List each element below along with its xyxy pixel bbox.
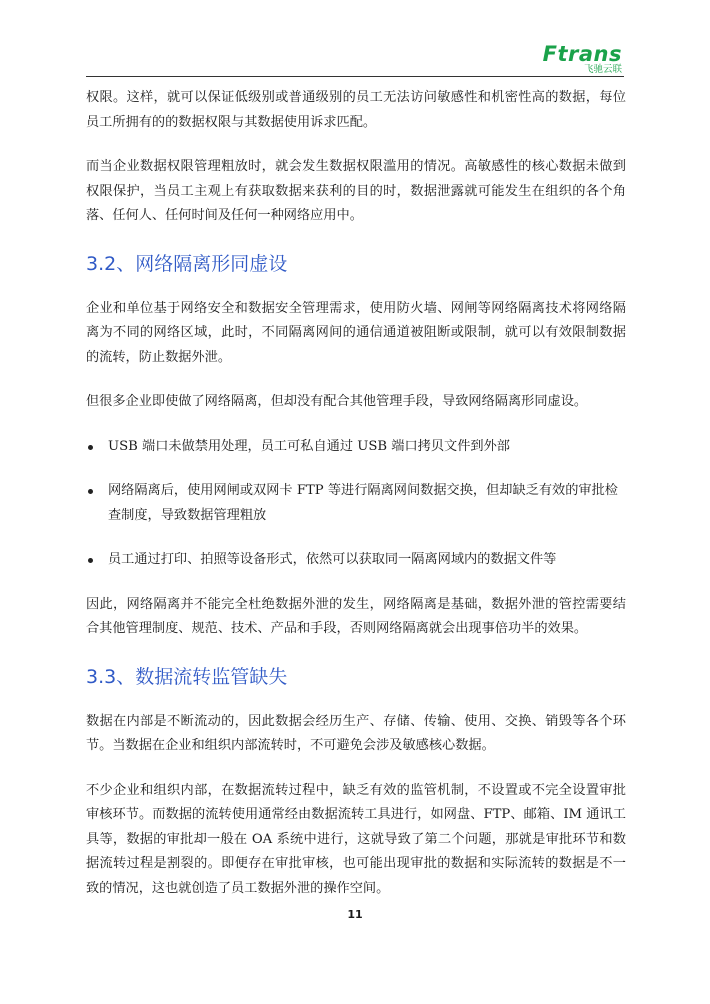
ftrans-logo — [543, 44, 622, 75]
paragraph: 不少企业和组织内部，在数据流转过程中，缺乏有效的监管机制，不设置或不完全设置审批审核环节。而数据的流转使用通常经由数据流转工具进行，如网盘、FTP、邮箱、IM 通讯工具等，数据的审批却一般在 OA 系统中进行，这就导致了第二个问题，那就是审批环节和数据流转过程是割裂的。即便存在审批审核，也可能出现审批的数据和实际流转的数据是不一致的情况，这也就创造了员工数据外泄的操作空间。 — [86, 782, 626, 896]
bullet-icon — [88, 445, 93, 450]
paragraph: 但很多企业即使做了网络隔离，但却没有配合其他管理手段，导致网络隔离形同虚设。 — [86, 394, 588, 409]
bullet-icon — [88, 558, 93, 563]
logo-subtitle: 飞驰云联 — [583, 64, 622, 75]
page-header — [86, 42, 624, 77]
list-item-text: USB 端口未做禁用处理，员工可私自通过 USB 端口拷贝文件到外部 — [108, 438, 510, 454]
bullet-list — [86, 435, 626, 573]
paragraph: 企业和单位基于网络安全和数据安全管理需求，使用防火墙、网闸等网络隔离技术将网络隔离为不同的网络区域，此时，不同隔离网间的通信通道被阻断或限制，就可以有效限制数据的流转，防止数据外泄。 — [86, 300, 626, 365]
paragraph: 而当企业数据权限管理粗放时，就会发生数据权限滥用的情况。高敏感性的核心数据未做到权限保护，当员工主观上有获取数据来获利的目的时，数据泄露就可能发生在组织的各个角落、任何人、任何时间及任何一种网络应用中。 — [86, 159, 626, 223]
list-item — [86, 435, 626, 460]
section-heading: 3.3、数据流转监管缺失 — [86, 665, 288, 688]
document-body — [86, 86, 626, 921]
section-heading: 3.2、网络隔离形同虚设 — [86, 252, 288, 275]
list-item — [86, 479, 626, 528]
paragraph: 数据在内部是不断流动的，因此数据会经历生产、存储、传输、使用、交换、销毁等各个环节。当数据在企业和组织内部流转时，不可避免会涉及敏感核心数据。 — [86, 713, 626, 753]
page-number: 11 — [347, 908, 363, 921]
paragraph: 因此，网络隔离并不能完全杜绝数据外泄的发生，网络隔离是基础，数据外泄的管控需要结合其他管理制度、规范、技术、产品和手段，否则网络隔离就会出现事倍功半的效果。 — [86, 596, 626, 636]
list-item-text: 网络隔离后，使用网闸或双网卡 FTP 等进行隔离网间数据交换，但却缺乏有效的审批检查制度，导致数据管理粗放 — [108, 483, 618, 523]
bullet-icon — [88, 489, 93, 494]
logo-wordmark: Ftrans — [542, 42, 622, 66]
list-item — [86, 548, 626, 573]
list-item-text: 员工通过打印、拍照等设备形式，依然可以获取同一隔离网域内的数据文件等 — [108, 552, 557, 567]
paragraph: 权限。这样，就可以保证低级别或普通级别的员工无法访问敏感性和机密性高的数据，每位员工所拥有的的数据权限与其数据使用诉求匹配。 — [86, 90, 626, 130]
